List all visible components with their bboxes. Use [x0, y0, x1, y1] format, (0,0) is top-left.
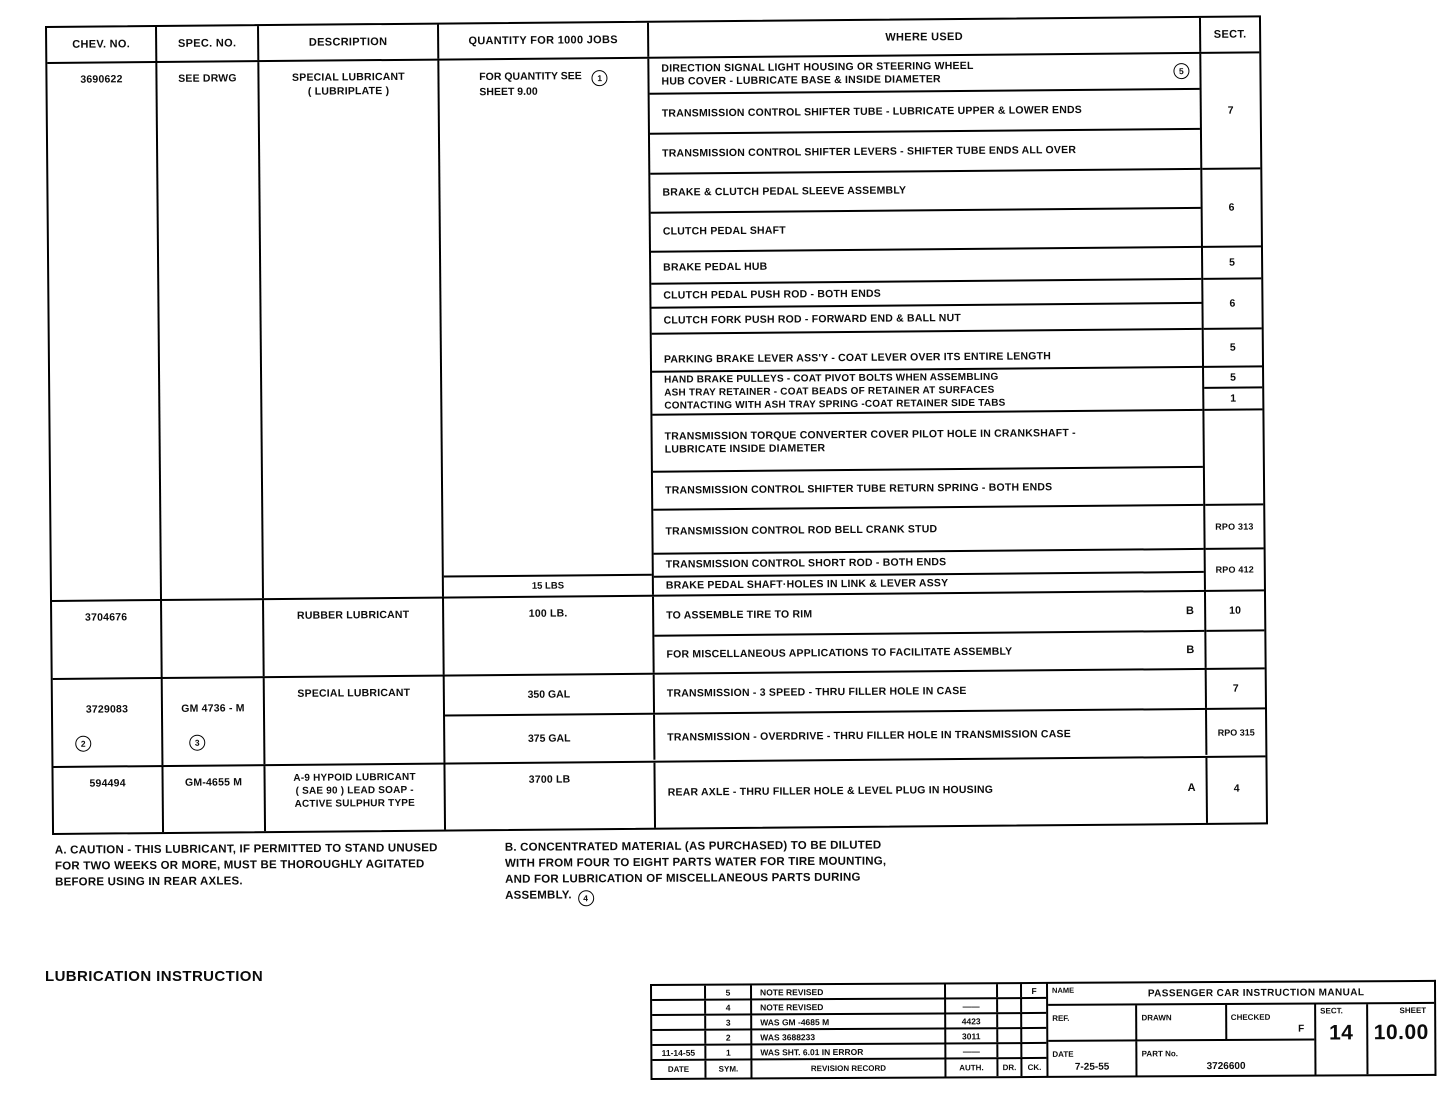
revision-auth: —— — [946, 999, 998, 1012]
where-used-row — [650, 170, 1200, 214]
where-used-text: TRANSMISSION - 3 SPEED - THRU FILLER HOLE IN CASE — [655, 670, 1207, 713]
sect-cell: 7 — [1201, 53, 1260, 170]
revision-date — [652, 986, 706, 999]
where-used-row — [649, 54, 1199, 95]
quantity-cell: 3700 LB — [445, 763, 656, 830]
chev-no-cell — [53, 679, 164, 766]
footnote-a: A. CAUTION - THIS LUBRICANT, IF PERMITTED TO STAND UNUSED FOR TWO WEEKS OR MORE, MUST BE THOROUGHLY AGITATED BEFORE USING IN REAR AXLES. — [54, 842, 438, 889]
drawn-label: DRAWN — [1141, 1013, 1172, 1023]
part-no-value: 3726600 — [1206, 1060, 1246, 1073]
name-block — [1048, 980, 1436, 1078]
chev-no-value: 3729083 — [85, 703, 129, 716]
revision-text: WAS GM -4685 M — [752, 1014, 946, 1028]
revision-dr — [998, 984, 1022, 997]
revision-footer-record: REVISION RECORD — [752, 1059, 946, 1077]
where-used-text: TRANSMISSION CONTROL SHIFTER LEVERS - SHIFTER TUBE ENDS ALL OVER — [662, 143, 1077, 160]
manual-name: PASSENGER CAR INSTRUCTION MANUAL — [1147, 986, 1365, 999]
where-used-row — [650, 90, 1200, 135]
where-used-row — [652, 368, 1202, 416]
spec-no-cell — [163, 678, 266, 765]
revision-footer-auth: AUTH. — [946, 1059, 998, 1076]
where-used-text: REAR AXLE - THRU FILLER HOLE & LEVEL PLUG IN HOUSING — [667, 783, 994, 799]
header-description: DESCRIPTION — [259, 25, 439, 61]
revision-record-table — [650, 982, 1048, 1080]
where-used-text: TO ASSEMBLE TIRE TO RIM — [666, 607, 813, 622]
sect-cell: RPO 315 — [1217, 726, 1255, 738]
quantity-sub-cell: 15 LBS — [444, 574, 652, 597]
sheet-number: 10.00 — [1373, 1020, 1429, 1045]
sect-cell: 5 — [1204, 367, 1262, 389]
where-used-text: BRAKE PEDAL HUB — [663, 260, 768, 274]
where-used-text: DIRECTION SIGNAL LIGHT HOUSING OR STEERING WHEEL HUB COVER - LUBRICATE BASE & INSIDE DIAMETER — [661, 59, 974, 88]
sect-column — [1206, 591, 1265, 668]
where-used-row — [654, 573, 1204, 595]
note-letter: B — [1186, 643, 1195, 656]
date-cell — [1048, 1041, 1137, 1075]
where-used-text: TRANSMISSION CONTROL SHORT ROD - BOTH ENDS — [665, 556, 947, 571]
revision-auth: 3011 — [946, 1029, 998, 1042]
where-used-row — [654, 632, 1204, 673]
revision-sym: 1 — [706, 1045, 752, 1058]
note-ref-circle-5: 5 — [1173, 63, 1189, 79]
header-chev-no: CHEV. NO. — [47, 27, 157, 62]
page-title: LUBRICATION INSTRUCTION — [45, 968, 264, 985]
revision-dr — [998, 1029, 1022, 1042]
revision-text: WAS 3688233 — [752, 1029, 946, 1043]
where-used-row — [652, 411, 1202, 473]
revision-date — [652, 1031, 706, 1044]
spec-no-cell — [162, 600, 265, 677]
revision-auth: —— — [946, 1044, 998, 1057]
revision-sym: 4 — [706, 1000, 752, 1013]
description-cell: SPECIAL LUBRICANT ( LUBRIPLATE ) — [259, 61, 444, 599]
footnote-b — [505, 837, 887, 903]
revision-text: WAS SHT. 6.01 IN ERROR — [752, 1044, 946, 1058]
where-used-text: FOR MISCELLANEOUS APPLICATIONS TO FACILITATE ASSEMBLY — [666, 645, 1013, 661]
drawing-title-block — [650, 980, 1436, 1080]
revision-ck — [1022, 1029, 1046, 1042]
where-used-row — [652, 330, 1202, 373]
description-cell: RUBBER LUBRICANT — [264, 599, 445, 677]
revision-ck: F — [1031, 985, 1037, 996]
checked-cell — [1227, 1005, 1315, 1039]
chev-no-cell: 3704676 — [52, 601, 163, 678]
sect-cell: 7 — [1232, 682, 1239, 695]
revision-ck — [1022, 1014, 1046, 1027]
sect-column — [1201, 53, 1264, 589]
where-used-text: CLUTCH PEDAL SHAFT — [662, 224, 786, 238]
sheet-label: SHEET — [1399, 1005, 1427, 1016]
date-value: 7-25-55 — [1074, 1061, 1110, 1073]
lubrication-table — [45, 15, 1268, 835]
revision-dr — [998, 1014, 1022, 1027]
quantity-note — [439, 59, 651, 576]
quantity-cell: 100 LB. — [444, 597, 655, 675]
description-cell: SPECIAL LUBRICANT — [265, 677, 446, 765]
chev-no-cell: 3690622 — [47, 63, 162, 600]
where-used-row — [655, 758, 1206, 824]
quantity-cell: 350 GAL — [445, 675, 655, 715]
part-no-cell — [1138, 1041, 1315, 1076]
where-used-row — [653, 468, 1203, 511]
sect-cell: 1 — [1204, 388, 1262, 411]
note-letter: B — [1185, 604, 1195, 617]
lubricant-group-row — [53, 669, 1266, 768]
revision-auth — [946, 984, 998, 997]
note-ref-circle-3: 3 — [189, 735, 205, 751]
footnote-b-text: B. CONCENTRATED MATERIAL (AS PURCHASED) TO BE DILUTED WITH FROM FOUR TO EIGHT PARTS WATER FOR TIRE MOUNTING, AND FOR LUBRICATION OF MISCELLANEOUS PARTS DURING ASSEMBLY. — [504, 839, 887, 902]
spec-no-cell: GM-4655 M — [163, 766, 266, 832]
where-used-text: CLUTCH FORK PUSH ROD - FORWARD END & BALL NUT — [663, 311, 961, 327]
revision-sym: 3 — [706, 1015, 752, 1028]
name-label: NAME — [1052, 985, 1075, 995]
sect-label: SECT. — [1320, 1006, 1343, 1016]
note-letter: A — [1187, 781, 1196, 795]
where-used-row — [651, 248, 1201, 285]
where-used-column — [654, 592, 1207, 673]
where-used-text: CLUTCH PEDAL PUSH ROD - BOTH ENDS — [663, 287, 882, 302]
usage-subrow — [445, 709, 1265, 761]
note-ref-circle-2: 2 — [75, 736, 91, 752]
quantity-cell: 375 GAL — [445, 715, 655, 762]
sect-cell — [1204, 410, 1263, 506]
sheet-block — [1368, 1004, 1434, 1074]
revision-ck — [1022, 999, 1046, 1012]
footnotes — [55, 837, 885, 906]
ref-cell — [1048, 1005, 1137, 1039]
revision-text: NOTE REVISED — [752, 984, 946, 998]
where-used-text: TRANSMISSION CONTROL SHIFTER TUBE - LUBRICATE UPPER & LOWER ENDS — [661, 103, 1082, 120]
revision-date — [652, 1001, 706, 1014]
spec-no-value: GM 4736 - M — [181, 702, 245, 715]
header-quantity: QUANTITY FOR 1000 JOBS — [439, 23, 649, 59]
where-used-text: TRANSMISSION - OVERDRIVE - THRU FILLER HOLE IN TRANSMISSION CASE — [655, 710, 1207, 760]
where-used-row — [654, 592, 1204, 637]
revision-footer-ck: CK. — [1027, 1062, 1042, 1073]
sect-cell: 6 — [1202, 169, 1261, 248]
lubricant-group-row — [52, 591, 1265, 680]
part-no-label: PART No. — [1141, 1049, 1178, 1059]
note-ref-circle-4: 4 — [578, 890, 594, 906]
revision-date — [652, 1016, 706, 1029]
sect-cell: 4 — [1233, 782, 1240, 795]
where-used-text: BRAKE & CLUTCH PEDAL SLEEVE ASSEMBLY — [662, 184, 907, 199]
spec-no-cell: SEE DRWG — [157, 62, 264, 599]
description-cell: A-9 HYPOID LUBRICANT ( SAE 90 ) LEAD SOAP - ACTIVE SULPHUR TYPE — [265, 765, 446, 832]
where-used-text: HAND BRAKE PULLEYS - COAT PIVOT BOLTS WHEN ASSEMBLING ASH TRAY RETAINER - COAT BEADS OF RETAINER AT SURFACES CONTACTING WITH ASH TRAY SPRING -COAT RETAINER SIDE TABS — [664, 371, 1006, 412]
revision-footer-row — [652, 1059, 1046, 1078]
sect-cell: 5 — [1203, 247, 1261, 280]
sect-cell: 5 — [1204, 329, 1262, 368]
where-used-row — [651, 209, 1201, 253]
name-row — [1048, 982, 1434, 1006]
date-label: DATE — [1052, 1049, 1074, 1059]
revision-date: 11-14-55 — [652, 1046, 706, 1059]
sect-column — [1207, 757, 1266, 823]
revision-auth: 4423 — [946, 1014, 998, 1027]
revision-footer-dr: DR. — [998, 1059, 1022, 1076]
sect-cell — [1206, 631, 1264, 668]
header-where-used: WHERE USED — [649, 18, 1201, 57]
sect-block — [1316, 1004, 1368, 1074]
chev-no-cell: 594494 — [53, 767, 164, 833]
ref-label: REF. — [1052, 1013, 1070, 1023]
where-used-column — [655, 758, 1208, 828]
revision-ck — [1022, 1044, 1046, 1057]
where-used-text: TRANSMISSION CONTROL ROD BELL CRANK STUD — [665, 522, 938, 538]
sect-cell: RPO 412 — [1215, 564, 1255, 575]
revision-footer-date: DATE — [652, 1061, 706, 1078]
revision-text: NOTE REVISED — [752, 999, 946, 1013]
note-ref-circle-1: 1 — [592, 70, 608, 86]
quantity-line2: SHEET 9.00 — [479, 85, 538, 99]
quantity-cell — [439, 59, 654, 597]
header-spec-no: SPEC. NO. — [157, 26, 259, 61]
sect-number: 14 — [1329, 1021, 1354, 1045]
checked-value: F — [1298, 1023, 1305, 1035]
revision-sym: 2 — [706, 1030, 752, 1043]
sect-cell: RPO 313 — [1205, 505, 1263, 550]
revision-footer-sym: SYM. — [706, 1060, 752, 1077]
quantity-line1: FOR QUANTITY SEE — [479, 70, 582, 83]
revision-dr — [998, 999, 1022, 1012]
group-subrows — [445, 669, 1266, 762]
header-sect: SECT. — [1213, 28, 1247, 41]
revision-dr — [998, 1044, 1022, 1057]
lubricant-group-row — [47, 53, 1264, 602]
sect-cell: 10 — [1206, 591, 1264, 632]
revision-sym: 5 — [706, 985, 752, 998]
lubricant-group-row — [53, 757, 1266, 833]
where-used-text: TRANSMISSION TORQUE CONVERTER COVER PILOT HOLE IN CRANKSHAFT - LUBRICATE INSIDE DIAMETER — [664, 426, 1076, 456]
drawn-cell — [1137, 1005, 1226, 1039]
where-used-column — [649, 54, 1206, 595]
where-used-row — [650, 130, 1200, 175]
where-used-row — [653, 506, 1203, 555]
where-used-text: TRANSMISSION CONTROL SHIFTER TUBE RETURN SPRING - BOTH ENDS — [665, 480, 1053, 497]
where-used-text: BRAKE PEDAL SHAFT·HOLES IN LINK & LEVER ASSY — [665, 577, 949, 592]
checked-label: CHECKED — [1230, 1012, 1271, 1022]
where-used-text: PARKING BRAKE LEVER ASS'Y - COAT LEVER OVER ITS ENTIRE LENGTH — [663, 350, 1052, 366]
sect-cell: 6 — [1203, 279, 1261, 330]
